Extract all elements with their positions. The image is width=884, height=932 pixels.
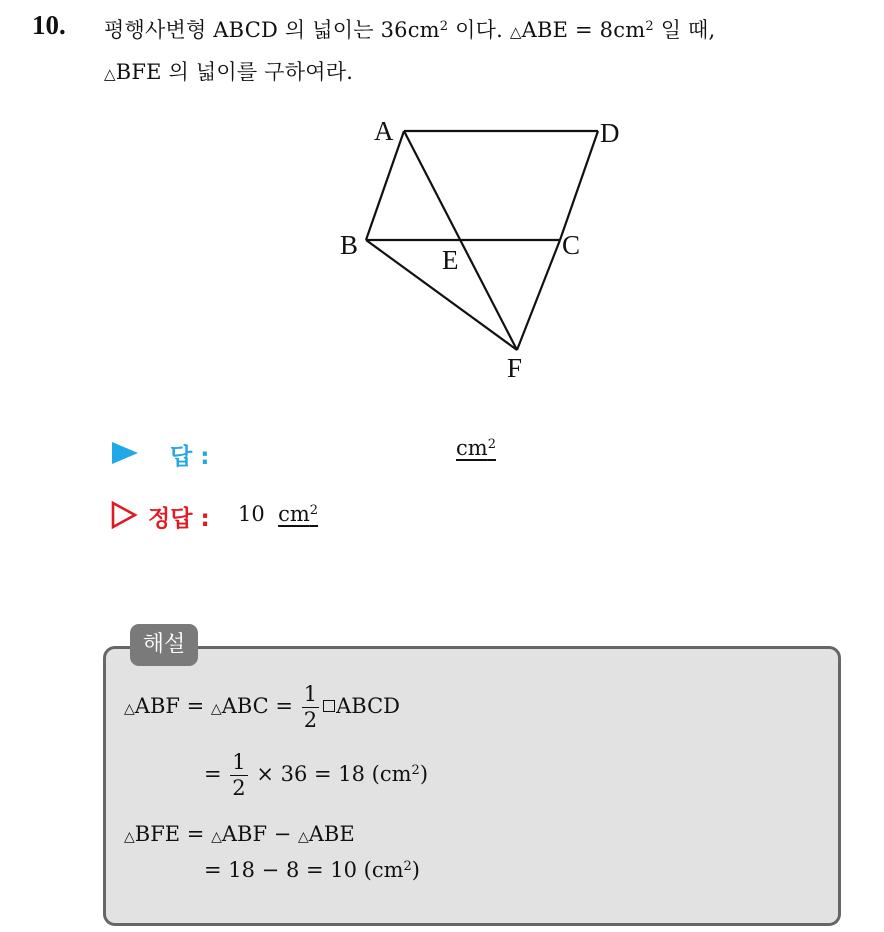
fraction-half [302,684,319,731]
solution-text-part: ) [411,858,420,882]
solution-text-part: ABE [308,822,355,846]
segment-AB [366,131,404,240]
triangle-symbol: △ [210,701,222,717]
question-text-line-2 [104,56,353,86]
fraction-numerator: 1 [232,750,246,774]
fraction-half [230,752,247,799]
question-text-part: BFE 의 넓이를 구하여라. [115,60,354,84]
solution-line-1 [124,684,400,731]
triangle-symbol: △ [124,829,135,845]
key-answer-value [238,502,318,526]
solution-text-part: = [204,762,229,786]
triangle-symbol: △ [297,829,309,845]
superscript: 2 [309,502,319,518]
label-B: B [340,230,359,260]
superscript: 2 [403,858,412,874]
superscript: 2 [487,436,496,452]
play-icon [112,442,138,464]
answer-label: 답 : [170,444,210,470]
solution-text-part: ) [419,762,429,786]
solution-text-part: ABF = [134,694,211,718]
fraction-numerator: 1 [303,682,318,706]
triangle-symbol: △ [509,23,522,41]
label-A: A [374,116,394,146]
solution-text-part: ABF − [221,822,298,846]
answer-unit [456,436,496,460]
solution-line-2 [204,752,428,799]
answer-row [110,432,570,472]
question-text-part: ABE = 8cm [521,18,646,42]
solution-text-part: ABC = [221,694,300,718]
unit-text: cm [278,502,310,526]
question-text-part: 이다. [448,18,510,42]
key-answer-label: 정답 : [148,506,210,532]
key-answer-unit [278,502,318,526]
triangle-symbol: △ [124,701,135,717]
triangle-symbol: △ [211,829,222,845]
question-text-line-1 [104,14,715,44]
label-D: D [600,118,620,148]
solution-text-part: BFE = [134,822,212,846]
label-F: F [507,353,523,383]
solution-text-part: ABCD [336,694,400,718]
fraction-denominator: 2 [303,708,318,732]
solution-line-3 [124,822,355,846]
fraction-denominator: 2 [232,776,246,800]
solution-line-4 [204,858,420,882]
parallelogram-symbol-icon [323,700,335,712]
question-number: 10. [32,10,66,40]
triangle-symbol: △ [104,65,116,83]
key-value-number: 10 [238,502,265,526]
label-C: C [562,230,581,260]
unit-text: cm [456,436,488,460]
superscript: 2 [411,762,420,778]
superscript: 2 [439,18,449,34]
solution-text-part: = 18 − 8 = 10 (cm [204,858,404,882]
question-text-part: 평행사변형 ABCD 의 넓이는 36cm [104,18,440,42]
solution-text-part: × 36 = 18 (cm [249,762,412,786]
segment-DC [560,131,598,240]
hollow-play-icon [110,500,138,530]
parallelogram-figure [330,112,640,388]
superscript: 2 [645,18,654,34]
key-answer-row [110,496,570,536]
question-text-part: 일 때, [653,18,716,42]
solution-tab: 해설 [130,624,198,666]
segment-CF [517,240,560,350]
label-E: E [442,245,459,275]
